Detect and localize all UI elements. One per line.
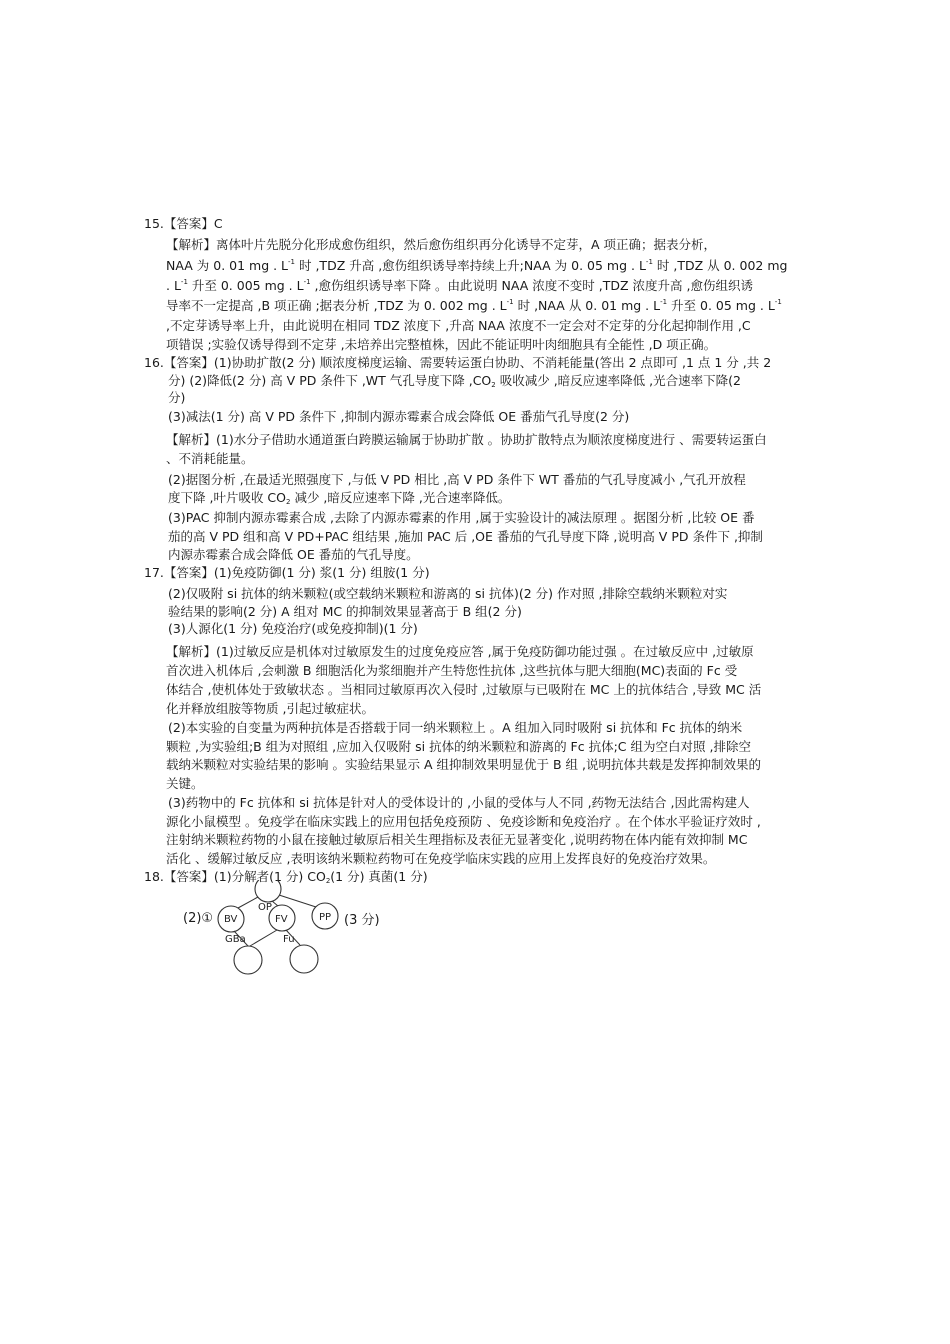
q15-analysis-line-6: 项错误 ;实验仅诱导得到不定芽 ,未培养出完整植株，因此不能证明叶肉细胞具有全能性 ,D 项正确。	[166, 337, 717, 352]
node-op-circle	[255, 880, 281, 902]
node-op-label: OP	[258, 902, 272, 913]
q16-analysis-line-1: 【解析】(1)水分子借助水通道蛋白跨膜运输属于协助扩散 。协助扩散特点为顺浓度梯度进行 、需要转运蛋白	[166, 432, 767, 447]
q17-analysis-line-11: 注射纳米颗粒药物的小鼠在接触过敏原后相关生理指标及表征无显著变化 ,说明药物在体内能有效抑制 MC	[166, 832, 748, 847]
q17-answer-line-2: 验结果的影响(2 分) A 组对 MC 的抑制效果显著高于 B 组(2 分)	[168, 604, 522, 619]
arrow-bv-op	[238, 897, 258, 908]
node-fu-circle	[290, 945, 318, 973]
q17-analysis-line-6: 颗粒 ,为实验组;B 组为对照组 ,应加入仅吸附 si 抗体的纳米颗粒和游离的 Fc 抗体;C 组为空白对照 ,排除空	[166, 739, 751, 754]
q15-analysis-line-4: 导率不一定提高 ,B 项正确 ;据表分析 ,TDZ 为 0. 002 mg . $L^{-1}$ 时 ,NAA 从 0. 01 mg . $L^{-1}$ 升至 0. 05 mg . $L^{-1}$	[166, 298, 782, 313]
q17-analysis-line-1: 【解析】(1)过敏反应是机体对过敏原发生的过度免疫应答 ,属于免疫防御功能过强 。在过敏反应中 ,过敏原	[166, 644, 754, 659]
q18-part2-score: (3 分)	[344, 913, 380, 928]
node-fv-label: FV	[275, 914, 288, 925]
q16-analysis-line-5: (3)PAC 抑制内源赤霉素合成 ,去除了内源赤霉素的作用 ,属于实验设计的减法原理 。据图分析 ,比较 OE 番	[168, 510, 755, 525]
q16-analysis-line-7: 内源赤霉素合成会降低 OE 番茄的气孔导度。	[168, 547, 419, 562]
q17-analysis-line-7: 载纳米颗粒对实验结果的影响 。实验结果显示 A 组抑制效果明显优于 B 组 ,说明抗体共载是发挥抑制效果的	[166, 757, 761, 772]
q16-answer-part2: 分) (2)降低(2 分) 高 V PD 条件下 ,WT 气孔导度下降 $,CO_2$ 吸收减少 ,暗反应速率降低 ,光合速率下降(2	[168, 373, 741, 389]
food-web-svg	[178, 880, 418, 980]
node-gba-circle	[234, 946, 262, 974]
food-web-diagram	[178, 880, 418, 980]
q17-analysis-line-2: 首次进入机体后 ,会刺激 B 细胞活化为浆细胞并产生特您性抗体 ,这些抗体与肥大细胞(MC)表面的 Fc 受	[166, 663, 738, 678]
q16-analysis-line-6: 茄的高 V PD 组和高 V PD+PAC 组结果 ,施加 PAC 后 ,OE 番茄的气孔导度下降 ,说明高 V PD 条件下 ,抑制	[168, 529, 763, 544]
q16-analysis-line-4: 度下降 ,叶片吸收 $CO_2$ 减少 ,暗反应速率下降 ,光合速率降低。	[168, 490, 511, 506]
q15-analysis-line-1: 【解析】离体叶片先脱分化形成愈伤组织，然后愈伤组织再分化诱导不定芽，A 项正确；据表分析，	[166, 237, 717, 252]
q17-answer-line-3: (3)人源化(1 分) 免疫治疗(或免疫抑制)(1 分)	[168, 621, 418, 636]
node-gba-label: GBa	[225, 934, 246, 945]
q15-analysis-line-3: . $L^{-1}$ 升至 0. 005 mg . $L^{-1}$ ,愈伤组织诱导率下降 。由此说明 NAA 浓度不变时 ,TDZ 浓度升高 ,愈伤组织诱	[166, 278, 753, 293]
q17-analysis-line-4: 化并释放组胺等物质 ,引起过敏症状。	[166, 701, 374, 716]
q17-analysis-line-5: (2)本实验的自变量为两种抗体是否搭载于同一纳米颗粒上 。A 组加入同时吸附 si 抗体和 Fc 抗体的纳米	[168, 720, 743, 735]
q17-answer-head: 17.【答案】(1)免疫防御(1 分) 浆(1 分) 组胺(1 分)	[144, 565, 430, 580]
arrow-gba-fv	[250, 930, 277, 946]
q15-analysis-line-2: NAA 为 0. 01 mg . $L^{-1}$ 时 ,TDZ 升高 ,愈伤组织诱导率持续上升;NAA 为 0. 05 mg . $L^{-1}$ 时 ,TDZ 从 0. 002 mg	[166, 258, 788, 273]
q16-answer-part2-end: 分)	[168, 390, 186, 405]
q17-analysis-line-9: (3)药物中的 Fc 抗体和 si 抗体是针对人的受体设计的 ,小鼠的受体与人不同 ,药物无法结合 ,因此需构建人	[168, 795, 750, 810]
q18-answer-head: 18.【答案】(1)分解者(1 分) $CO_2(1$ 分) 真菌(1 分)	[144, 869, 428, 885]
q16-analysis-line-2: 、不消耗能量。	[166, 451, 254, 466]
q16-answer-part3: (3)减法(1 分) 高 V PD 条件下 ,抑制内源赤霉素合成会降低 OE 番茄气孔导度(2 分)	[168, 409, 630, 424]
q16-analysis-line-3: (2)据图分析 ,在最适光照强度下 ,与低 V PD 相比 ,高 V PD 条件下 WT 番茄的气孔导度减小 ,气孔开放程	[168, 472, 746, 487]
q17-analysis-line-3: 体结合 ,使机体处于致敏状态 。当相同过敏原再次入侵时 ,过敏原与已吸附在 MC 上的抗体结合 ,导致 MC 活	[166, 682, 762, 697]
q17-analysis-line-8: 关键。	[166, 776, 204, 791]
node-fu-label: Fu	[283, 934, 295, 945]
q15-answer-head: 15.【答案】C	[144, 216, 223, 231]
q17-answer-line-1: (2)仅吸附 si 抗体的纳米颗粒(或空载纳米颗粒和游离的 si 抗体)(2 分) 作对照 ,排除空载纳米颗粒对实	[168, 586, 728, 601]
q16-answer-head: 16.【答案】(1)协助扩散(2 分) 顺浓度梯度运输、需要转运蛋白协助、不消耗能量(答出 2 点即可 ,1 点 1 分 ,共 2	[144, 355, 772, 370]
q17-analysis-line-12: 活化 、缓解过敏反应 ,表明该纳米颗粒药物可在免疫学临床实践的应用上发挥良好的免疫治疗效果。	[166, 851, 716, 866]
q17-analysis-line-10: 源化小鼠模型 。免疫学在临床实践上的应用包括免疫预防 、免疫诊断和免疫治疗 。在个体水平验证疗效时 ,	[166, 814, 761, 829]
arrow-fv-op	[272, 901, 278, 906]
q15-analysis-line-5: ,不定芽诱导率上升，由此说明在相同 TDZ 浓度下 ,升高 NAA 浓度不一定会对不定芽的分化起抑制作用 ,C	[166, 318, 751, 333]
node-bv-label: BV	[224, 914, 238, 925]
q18-part2-label: (2)①	[183, 911, 214, 926]
node-pp-label: PP	[319, 912, 332, 923]
